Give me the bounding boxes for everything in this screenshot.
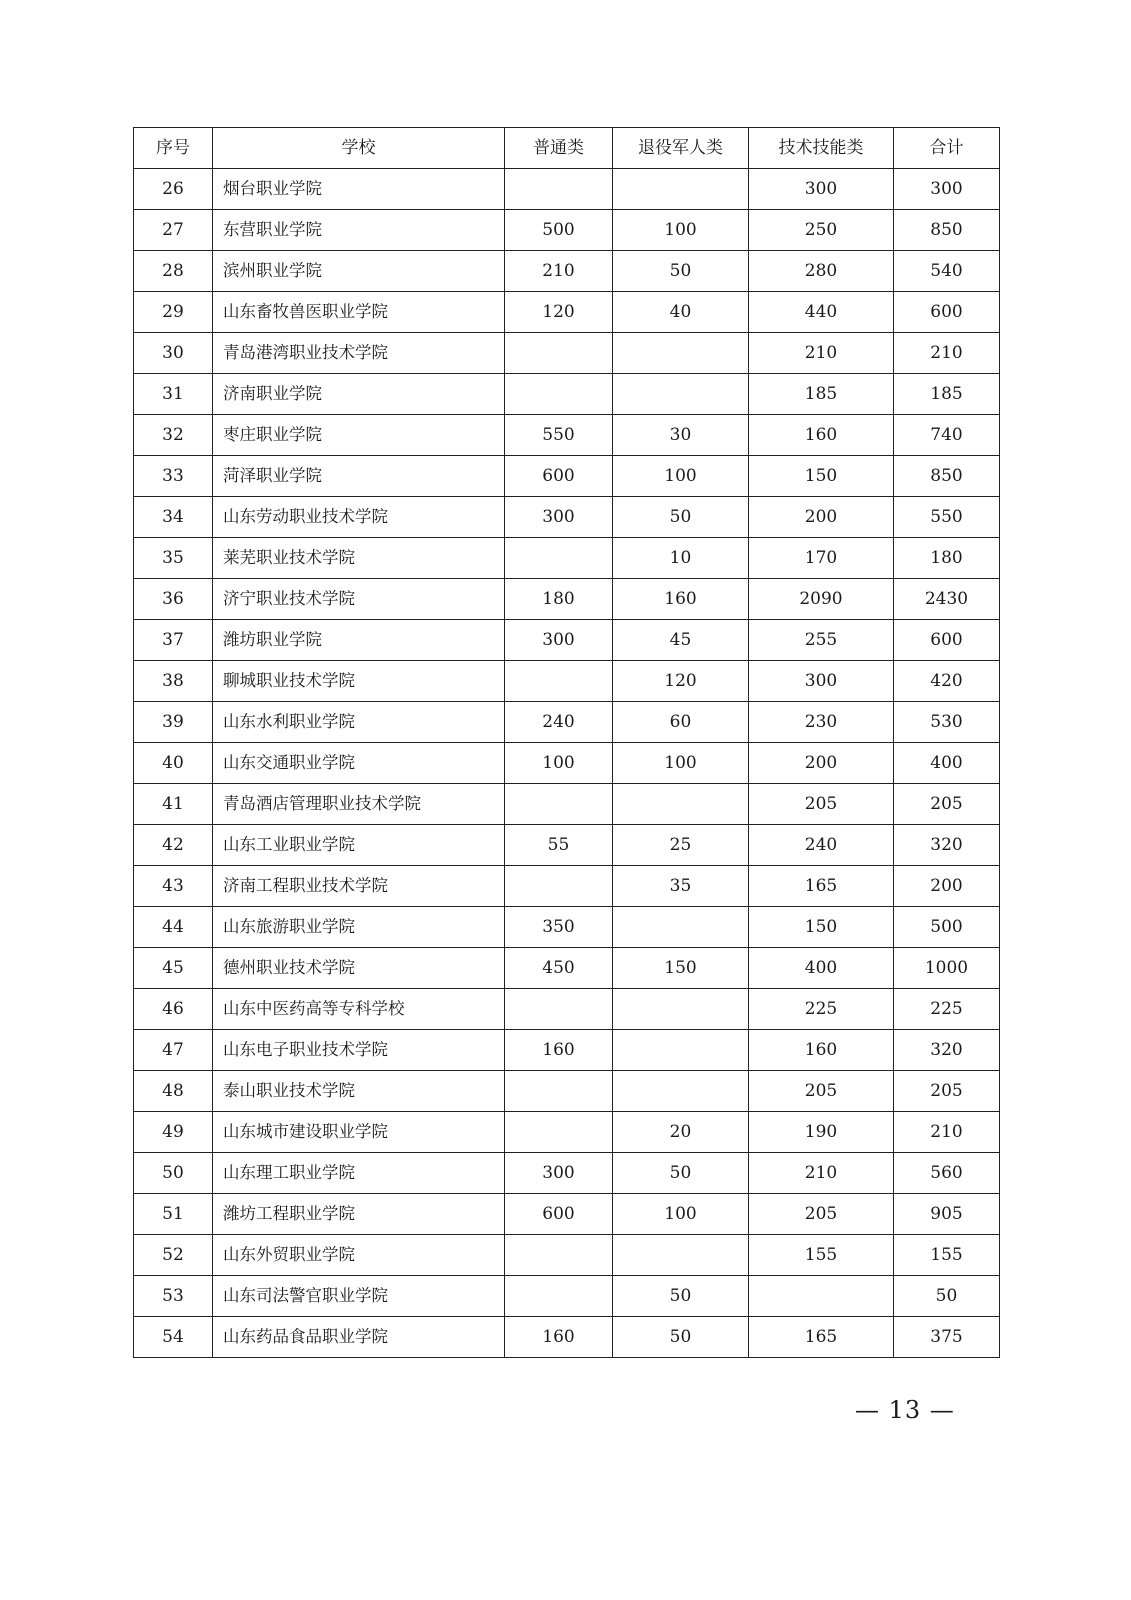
cell-veterans: 100 [613, 210, 749, 251]
cell-veterans: 50 [613, 1276, 749, 1317]
cell-total: 850 [894, 210, 1000, 251]
cell-total: 155 [894, 1235, 1000, 1276]
cell-school: 山东劳动职业技术学院 [213, 497, 505, 538]
cell-school: 山东司法警官职业学院 [213, 1276, 505, 1317]
table-row [134, 1194, 1000, 1235]
cell-veterans [613, 333, 749, 374]
cell-veterans: 30 [613, 415, 749, 456]
table-row [134, 907, 1000, 948]
cell-technical: 250 [749, 210, 894, 251]
table-row [134, 1112, 1000, 1153]
cell-index: 46 [134, 989, 213, 1030]
table-row [134, 743, 1000, 784]
header-total: 合计 [894, 128, 1000, 169]
cell-school: 烟台职业学院 [213, 169, 505, 210]
cell-veterans [613, 1030, 749, 1071]
header-index: 序号 [134, 128, 213, 169]
cell-school: 山东城市建设职业学院 [213, 1112, 505, 1153]
cell-index: 36 [134, 579, 213, 620]
cell-index: 34 [134, 497, 213, 538]
table-row [134, 1153, 1000, 1194]
cell-school: 山东理工职业学院 [213, 1153, 505, 1194]
cell-index: 32 [134, 415, 213, 456]
cell-technical: 230 [749, 702, 894, 743]
table-row [134, 292, 1000, 333]
cell-index: 28 [134, 251, 213, 292]
header-technical: 技术技能类 [749, 128, 894, 169]
cell-school: 青岛酒店管理职业技术学院 [213, 784, 505, 825]
cell-technical: 225 [749, 989, 894, 1030]
table-row [134, 948, 1000, 989]
cell-total: 600 [894, 620, 1000, 661]
cell-total: 550 [894, 497, 1000, 538]
cell-index: 33 [134, 456, 213, 497]
cell-index: 54 [134, 1317, 213, 1358]
cell-total: 205 [894, 1071, 1000, 1112]
table-row [134, 702, 1000, 743]
table-row [134, 497, 1000, 538]
cell-veterans [613, 784, 749, 825]
cell-veterans: 100 [613, 456, 749, 497]
header-veterans: 退役军人类 [613, 128, 749, 169]
table-row [134, 784, 1000, 825]
cell-total: 375 [894, 1317, 1000, 1358]
cell-general: 300 [505, 497, 613, 538]
cell-general: 160 [505, 1317, 613, 1358]
cell-index: 51 [134, 1194, 213, 1235]
cell-veterans: 50 [613, 251, 749, 292]
cell-index: 48 [134, 1071, 213, 1112]
cell-veterans [613, 169, 749, 210]
cell-index: 52 [134, 1235, 213, 1276]
table-row [134, 415, 1000, 456]
cell-total: 540 [894, 251, 1000, 292]
cell-total: 400 [894, 743, 1000, 784]
cell-technical: 205 [749, 784, 894, 825]
cell-general [505, 333, 613, 374]
cell-index: 47 [134, 1030, 213, 1071]
cell-total: 530 [894, 702, 1000, 743]
cell-veterans: 60 [613, 702, 749, 743]
cell-technical: 400 [749, 948, 894, 989]
cell-index: 49 [134, 1112, 213, 1153]
table-row [134, 620, 1000, 661]
cell-general: 100 [505, 743, 613, 784]
cell-school: 东营职业学院 [213, 210, 505, 251]
cell-index: 45 [134, 948, 213, 989]
cell-general [505, 374, 613, 415]
cell-technical: 185 [749, 374, 894, 415]
cell-school: 山东中医药高等专科学校 [213, 989, 505, 1030]
cell-technical: 2090 [749, 579, 894, 620]
cell-index: 40 [134, 743, 213, 784]
cell-technical: 300 [749, 169, 894, 210]
cell-general [505, 169, 613, 210]
table-row [134, 169, 1000, 210]
cell-general: 600 [505, 1194, 613, 1235]
table-row [134, 538, 1000, 579]
cell-index: 43 [134, 866, 213, 907]
cell-veterans: 25 [613, 825, 749, 866]
cell-total: 600 [894, 292, 1000, 333]
cell-veterans [613, 374, 749, 415]
cell-school: 德州职业技术学院 [213, 948, 505, 989]
cell-technical: 155 [749, 1235, 894, 1276]
cell-index: 30 [134, 333, 213, 374]
table-row [134, 210, 1000, 251]
cell-technical: 165 [749, 1317, 894, 1358]
header-general: 普通类 [505, 128, 613, 169]
cell-school: 潍坊工程职业学院 [213, 1194, 505, 1235]
cell-total: 2430 [894, 579, 1000, 620]
cell-school: 山东外贸职业学院 [213, 1235, 505, 1276]
cell-general: 600 [505, 456, 613, 497]
cell-school: 莱芜职业技术学院 [213, 538, 505, 579]
cell-veterans: 100 [613, 743, 749, 784]
cell-technical: 205 [749, 1194, 894, 1235]
cell-veterans: 150 [613, 948, 749, 989]
cell-veterans [613, 1235, 749, 1276]
cell-veterans: 50 [613, 497, 749, 538]
cell-general [505, 1235, 613, 1276]
cell-veterans: 40 [613, 292, 749, 333]
cell-general [505, 1276, 613, 1317]
cell-technical: 280 [749, 251, 894, 292]
cell-technical: 170 [749, 538, 894, 579]
cell-general [505, 989, 613, 1030]
cell-school: 山东药品食品职业学院 [213, 1317, 505, 1358]
cell-technical [749, 1276, 894, 1317]
cell-school: 山东畜牧兽医职业学院 [213, 292, 505, 333]
cell-general [505, 784, 613, 825]
table-row [134, 866, 1000, 907]
cell-total: 1000 [894, 948, 1000, 989]
cell-technical: 240 [749, 825, 894, 866]
cell-general: 160 [505, 1030, 613, 1071]
cell-technical: 150 [749, 907, 894, 948]
cell-total: 905 [894, 1194, 1000, 1235]
table-row [134, 1071, 1000, 1112]
cell-total: 210 [894, 333, 1000, 374]
cell-veterans: 50 [613, 1153, 749, 1194]
cell-veterans: 50 [613, 1317, 749, 1358]
cell-general [505, 1071, 613, 1112]
cell-general: 210 [505, 251, 613, 292]
cell-general: 240 [505, 702, 613, 743]
cell-general: 550 [505, 415, 613, 456]
cell-veterans [613, 907, 749, 948]
cell-index: 31 [134, 374, 213, 415]
cell-general: 55 [505, 825, 613, 866]
cell-school: 泰山职业技术学院 [213, 1071, 505, 1112]
cell-general: 120 [505, 292, 613, 333]
cell-general [505, 661, 613, 702]
cell-general: 500 [505, 210, 613, 251]
table-row [134, 661, 1000, 702]
cell-technical: 200 [749, 497, 894, 538]
cell-veterans: 100 [613, 1194, 749, 1235]
table-row [134, 579, 1000, 620]
table-header-row [134, 128, 1000, 169]
cell-school: 青岛港湾职业技术学院 [213, 333, 505, 374]
header-school: 学校 [213, 128, 505, 169]
cell-school: 聊城职业技术学院 [213, 661, 505, 702]
cell-total: 740 [894, 415, 1000, 456]
cell-school: 山东工业职业学院 [213, 825, 505, 866]
cell-veterans: 160 [613, 579, 749, 620]
cell-veterans: 10 [613, 538, 749, 579]
cell-school: 潍坊职业学院 [213, 620, 505, 661]
cell-school: 济南职业学院 [213, 374, 505, 415]
cell-total: 200 [894, 866, 1000, 907]
cell-school: 滨州职业学院 [213, 251, 505, 292]
table-row [134, 989, 1000, 1030]
cell-veterans: 45 [613, 620, 749, 661]
cell-total: 185 [894, 374, 1000, 415]
cell-school: 枣庄职业学院 [213, 415, 505, 456]
cell-technical: 255 [749, 620, 894, 661]
cell-school: 济南工程职业技术学院 [213, 866, 505, 907]
table-row [134, 333, 1000, 374]
cell-total: 225 [894, 989, 1000, 1030]
cell-school: 济宁职业技术学院 [213, 579, 505, 620]
cell-index: 50 [134, 1153, 213, 1194]
cell-technical: 210 [749, 333, 894, 374]
page-number: — 13 — [855, 1396, 955, 1424]
cell-index: 26 [134, 169, 213, 210]
cell-total: 210 [894, 1112, 1000, 1153]
table-row [134, 374, 1000, 415]
cell-technical: 150 [749, 456, 894, 497]
cell-index: 37 [134, 620, 213, 661]
cell-general: 300 [505, 620, 613, 661]
cell-school: 山东旅游职业学院 [213, 907, 505, 948]
cell-general [505, 866, 613, 907]
cell-veterans: 20 [613, 1112, 749, 1153]
cell-school: 山东水利职业学院 [213, 702, 505, 743]
cell-total: 560 [894, 1153, 1000, 1194]
cell-index: 39 [134, 702, 213, 743]
cell-total: 320 [894, 825, 1000, 866]
table-row [134, 1317, 1000, 1358]
cell-general [505, 1112, 613, 1153]
admissions-table [133, 127, 1000, 1358]
cell-total: 180 [894, 538, 1000, 579]
cell-total: 50 [894, 1276, 1000, 1317]
cell-index: 29 [134, 292, 213, 333]
cell-veterans: 120 [613, 661, 749, 702]
cell-general [505, 538, 613, 579]
cell-total: 320 [894, 1030, 1000, 1071]
table-row [134, 1235, 1000, 1276]
cell-technical: 160 [749, 1030, 894, 1071]
cell-total: 300 [894, 169, 1000, 210]
cell-index: 53 [134, 1276, 213, 1317]
cell-total: 420 [894, 661, 1000, 702]
cell-index: 35 [134, 538, 213, 579]
table-row [134, 825, 1000, 866]
cell-veterans: 35 [613, 866, 749, 907]
cell-veterans [613, 989, 749, 1030]
cell-general: 180 [505, 579, 613, 620]
cell-technical: 165 [749, 866, 894, 907]
table-row [134, 1030, 1000, 1071]
cell-total: 850 [894, 456, 1000, 497]
cell-technical: 300 [749, 661, 894, 702]
cell-index: 42 [134, 825, 213, 866]
cell-index: 41 [134, 784, 213, 825]
cell-school: 菏泽职业学院 [213, 456, 505, 497]
cell-veterans [613, 1071, 749, 1112]
cell-technical: 190 [749, 1112, 894, 1153]
cell-general: 300 [505, 1153, 613, 1194]
cell-school: 山东电子职业技术学院 [213, 1030, 505, 1071]
cell-index: 27 [134, 210, 213, 251]
cell-technical: 205 [749, 1071, 894, 1112]
cell-total: 205 [894, 784, 1000, 825]
table-row [134, 251, 1000, 292]
cell-general: 350 [505, 907, 613, 948]
cell-index: 44 [134, 907, 213, 948]
cell-general: 450 [505, 948, 613, 989]
cell-school: 山东交通职业学院 [213, 743, 505, 784]
cell-technical: 440 [749, 292, 894, 333]
cell-total: 500 [894, 907, 1000, 948]
cell-technical: 160 [749, 415, 894, 456]
cell-technical: 200 [749, 743, 894, 784]
cell-index: 38 [134, 661, 213, 702]
cell-technical: 210 [749, 1153, 894, 1194]
table-row [134, 456, 1000, 497]
table-row [134, 1276, 1000, 1317]
